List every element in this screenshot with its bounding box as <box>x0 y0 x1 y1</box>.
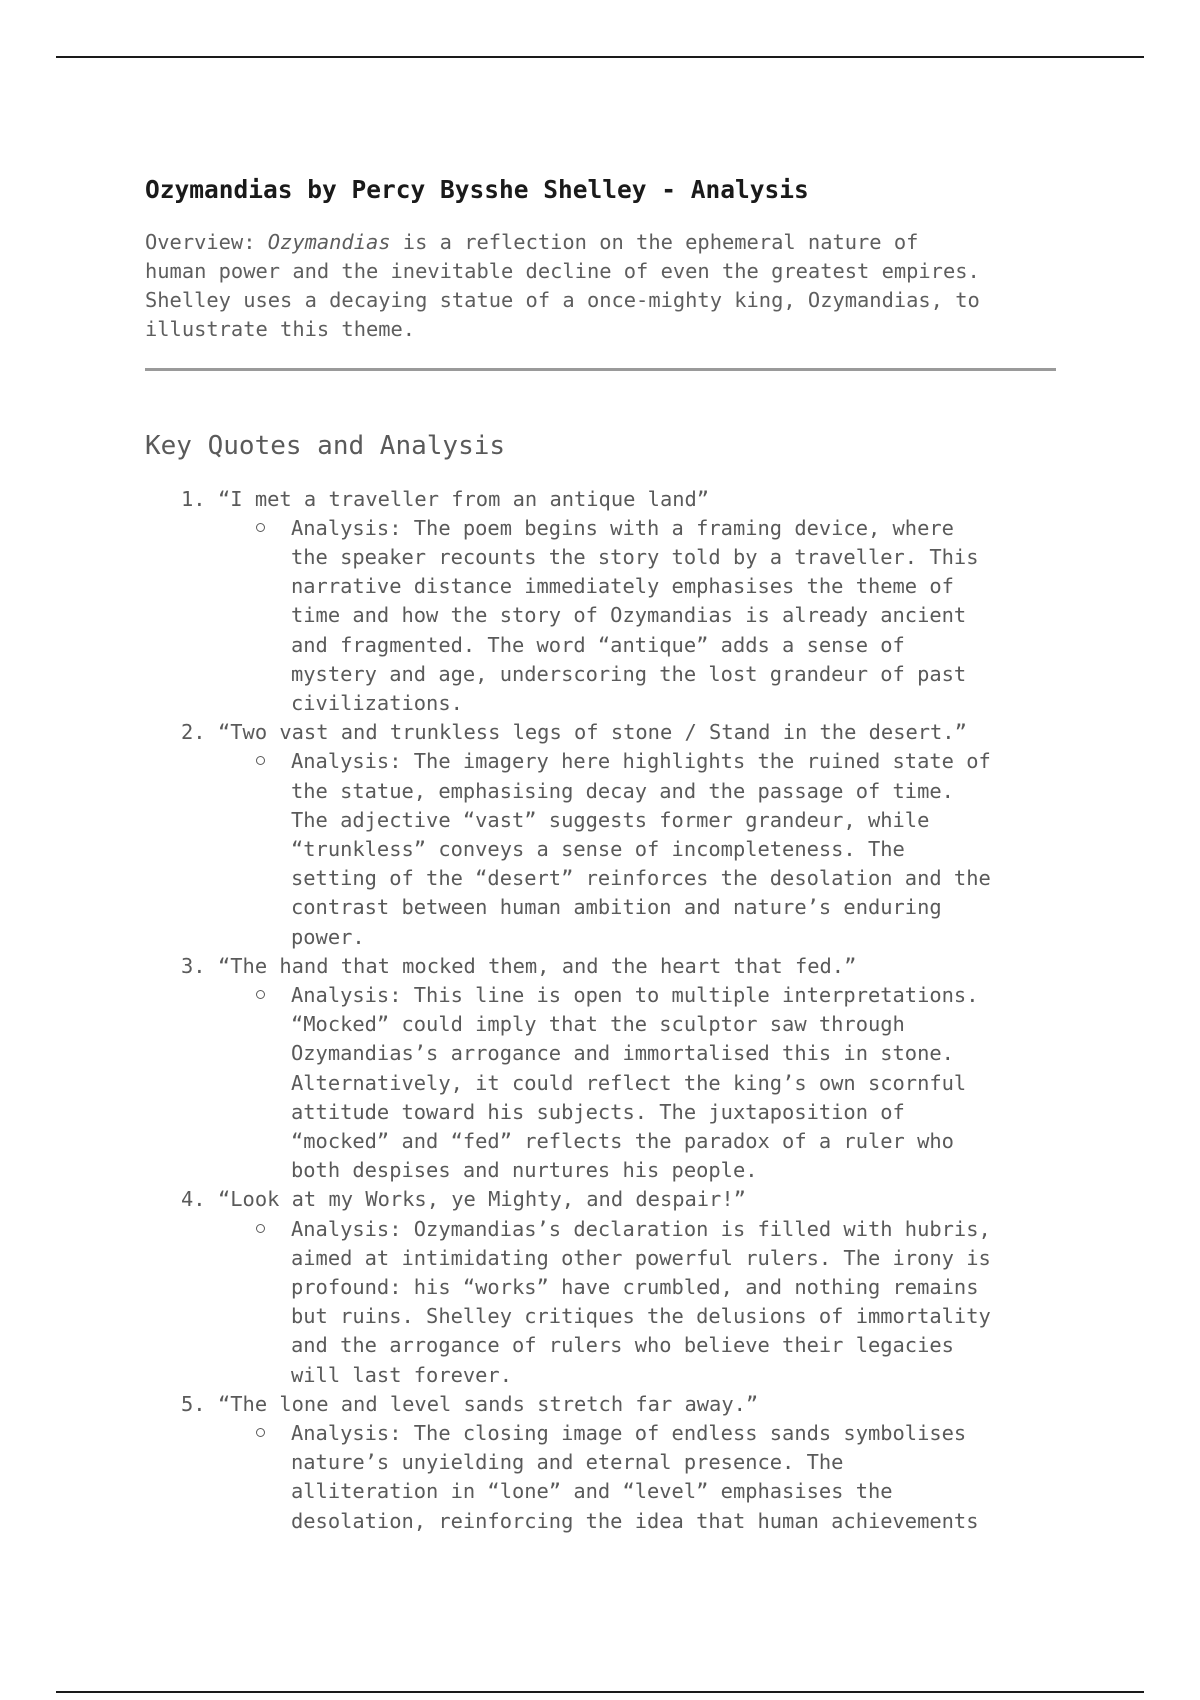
analysis-line: “mocked” and “fed” reflects the paradox of a ruler who <box>291 1129 954 1154</box>
quote-text: “Two vast and trunkless legs of stone / Stand in the desert.” <box>218 720 967 745</box>
overview-prefix: Overview: <box>145 230 268 254</box>
quote-number: 5. <box>181 1391 206 1416</box>
quote-item <box>145 1390 1065 1536</box>
analysis-line: Ozymandias’s arrogance and immortalised this in stone. <box>291 1041 954 1066</box>
document-title: Ozymandias by Percy Bysshe Shelley - Analysis <box>145 175 809 204</box>
quote-line <box>145 952 1065 981</box>
quote-text: “I met a traveller from an antique land” <box>218 486 710 511</box>
overview-poem-title: Ozymandias <box>267 230 391 254</box>
hollow-bullet-icon <box>256 756 265 765</box>
quote-item <box>145 1185 1065 1389</box>
analysis-line: the statue, emphasising decay and the passage of time. <box>291 778 954 803</box>
overview-paragraph <box>145 228 1060 344</box>
analysis-line: desolation, reinforcing the idea that human achievements <box>291 1508 979 1533</box>
header-rule <box>56 56 1144 58</box>
analysis-line: setting of the “desert” reinforces the desolation and the <box>291 866 991 891</box>
analysis-line: attitude toward his subjects. The juxtaposition of <box>291 1099 905 1124</box>
analysis-line: profound: his “works” have crumbled, and nothing remains <box>291 1275 979 1300</box>
analysis-line: civilizations. <box>291 691 463 715</box>
analysis-line: Analysis: This line is open to multiple interpretations. <box>291 983 979 1008</box>
analysis-line: and fragmented. The word “antique” adds a sense of <box>291 632 905 657</box>
section-divider <box>145 368 1056 371</box>
overview-line: is a reflection on the ephemeral nature of <box>390 230 919 254</box>
analysis-line: will last forever. <box>291 1362 512 1387</box>
hollow-bullet-icon <box>256 1428 265 1437</box>
analysis-line: and the arrogance of rulers who believe their legacies <box>291 1333 954 1358</box>
quotes-list <box>145 485 1065 1536</box>
overview-line: Shelley uses a decaying statue of a once-mighty king, Ozymandias, to <box>145 288 980 312</box>
quote-line <box>145 718 1065 747</box>
analysis-line: alliteration in “lone” and “level” emphasises the <box>291 1479 893 1504</box>
overview-line: illustrate this theme. <box>145 317 416 341</box>
overview-line: human power and the inevitable decline of even the greatest empires. <box>145 259 980 283</box>
analysis-paragraph <box>291 1419 1061 1536</box>
quote-number: 4. <box>181 1187 206 1212</box>
quote-number: 1. <box>181 486 206 511</box>
analysis-line: “trunkless” conveys a sense of incompleteness. The <box>291 837 905 862</box>
footer-rule <box>56 1691 1144 1693</box>
analysis-line: both despises and nurtures his people. <box>291 1158 758 1183</box>
analysis-line: contrast between human ambition and nature’s enduring <box>291 895 942 920</box>
quote-number: 3. <box>181 953 206 978</box>
quote-text: “The hand that mocked them, and the heart that fed.” <box>218 953 857 978</box>
analysis-line: “Mocked” could imply that the sculptor saw through <box>291 1012 905 1037</box>
analysis-line: Analysis: The imagery here highlights the ruined state of <box>291 749 991 774</box>
analysis-line: narrative distance immediately emphasises the theme of <box>291 574 954 599</box>
analysis-line: nature’s unyielding and eternal presence. The <box>291 1450 844 1475</box>
analysis-line: Analysis: Ozymandias’s declaration is filled with hubris, <box>291 1216 991 1241</box>
quote-line <box>145 1390 1065 1419</box>
analysis-line: The adjective “vast” suggests former grandeur, while <box>291 807 930 832</box>
quote-number: 2. <box>181 720 206 745</box>
analysis-paragraph <box>291 981 1061 1185</box>
quote-item <box>145 718 1065 952</box>
section-heading: Key Quotes and Analysis <box>145 431 506 461</box>
analysis-line: Alternatively, it could reflect the king’s own scornful <box>291 1070 967 1095</box>
analysis-paragraph <box>291 514 1061 718</box>
analysis-paragraph <box>291 747 1061 951</box>
quote-line <box>145 1185 1065 1214</box>
document-body <box>145 170 1065 1536</box>
analysis-line: Analysis: The poem begins with a framing device, where <box>291 515 954 540</box>
quote-line <box>145 485 1065 514</box>
analysis-line: Analysis: The closing image of endless sands symbolises <box>291 1421 967 1446</box>
hollow-bullet-icon <box>256 1224 265 1233</box>
quote-item <box>145 952 1065 1186</box>
analysis-paragraph <box>291 1215 1061 1390</box>
hollow-bullet-icon <box>256 990 265 999</box>
analysis-line: power. <box>291 924 365 949</box>
quote-text: “The lone and level sands stretch far away.” <box>218 1391 759 1416</box>
quote-text: “Look at my Works, ye Mighty, and despair!” <box>218 1187 746 1212</box>
analysis-line: the speaker recounts the story told by a traveller. This <box>291 544 979 569</box>
analysis-line: mystery and age, underscoring the lost grandeur of past <box>291 661 967 686</box>
analysis-line: but ruins. Shelley critiques the delusions of immortality <box>291 1304 991 1329</box>
quote-item <box>145 485 1065 719</box>
analysis-line: time and how the story of Ozymandias is already ancient <box>291 603 967 628</box>
analysis-line: aimed at intimidating other powerful rulers. The irony is <box>291 1245 991 1270</box>
hollow-bullet-icon <box>256 523 265 532</box>
